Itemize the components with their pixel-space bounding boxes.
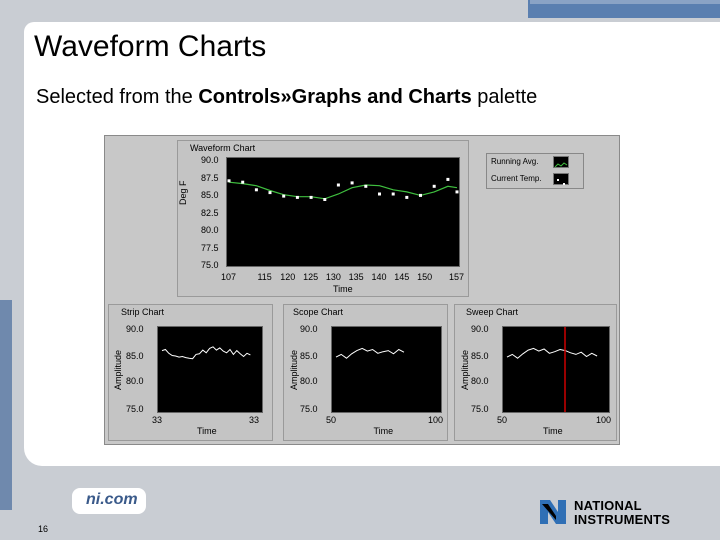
current-temp-point xyxy=(378,193,381,196)
sweep-chart-y-tick: 85.0 xyxy=(471,351,489,361)
current-temp-point xyxy=(446,178,449,181)
sweep-chart-x-tick: 100 xyxy=(596,415,612,425)
strip-chart-y-tick: 75.0 xyxy=(126,404,144,414)
current-temp-point xyxy=(282,195,285,198)
waveform-y-tick: 82.5 xyxy=(201,207,219,218)
scope-chart-label: Scope Chart xyxy=(293,307,344,317)
current-temp-point xyxy=(296,196,299,199)
subtitle-palette-path: Controls»Graphs and Charts xyxy=(198,86,472,108)
logo-national: NATIONAL xyxy=(574,498,642,513)
waveform-x-tick: 130 xyxy=(325,272,341,282)
ni-eagle-mark-icon xyxy=(538,496,568,528)
national-instruments-logo xyxy=(534,492,684,532)
current-temp-point xyxy=(337,184,340,187)
sweep-chart-plot xyxy=(502,326,610,413)
current-temp-point xyxy=(241,181,244,184)
waveform-x-tick: 125 xyxy=(303,272,319,282)
scope-chart-x-tick: 50 xyxy=(326,415,337,425)
waveform-chart-label: Waveform Chart xyxy=(190,143,256,153)
chart-trace xyxy=(162,347,250,359)
strip-chart-x-axis-title: Time xyxy=(197,426,217,436)
waveform-x-tick: 107 xyxy=(221,272,237,282)
ni-com-link[interactable] xyxy=(70,486,148,516)
waveform-y-tick: 90.0 xyxy=(201,155,219,165)
subtitle-prefix: Selected from the xyxy=(36,86,199,108)
running-avg-line xyxy=(229,182,457,199)
header-accent-stripe xyxy=(530,0,720,4)
scope-chart-x-axis-title: Time xyxy=(373,426,394,436)
current-temp-point xyxy=(255,188,258,191)
strip-chart-y-axis-title: Amplitude xyxy=(113,349,123,390)
legend-current-temp-swatch xyxy=(553,173,569,185)
waveform-x-tick: 120 xyxy=(280,272,296,282)
waveform-x-tick: 140 xyxy=(371,272,387,282)
waveform-chart-svg xyxy=(227,158,459,266)
current-temp-point xyxy=(456,190,459,193)
sweep-chart-y-tick: 80.0 xyxy=(471,376,489,386)
legend-current-temp: Current Temp. xyxy=(491,174,542,183)
sweep-chart-y-axis-title: Amplitude xyxy=(460,349,470,390)
sweep-chart-y-tick: 75.0 xyxy=(471,404,489,414)
strip-chart-y-tick: 80.0 xyxy=(126,376,144,386)
waveform-y-tick: 77.5 xyxy=(201,242,219,253)
sweep-chart-svg xyxy=(503,327,609,412)
strip-chart-y-tick: 85.0 xyxy=(126,351,144,361)
slide-title: Waveform Charts xyxy=(34,30,267,63)
waveform-x-tick: 115 xyxy=(257,272,272,282)
slide-subtitle xyxy=(36,86,537,109)
ni-com-link-text[interactable]: ni.com xyxy=(86,491,138,508)
legend-running-avg-swatch xyxy=(553,156,569,168)
strip-chart-x-tick: 33 xyxy=(152,415,163,425)
current-temp-point xyxy=(310,196,313,199)
strip-chart-plot xyxy=(157,326,263,413)
scope-chart-y-tick: 75.0 xyxy=(300,404,318,414)
current-temp-point xyxy=(269,191,272,194)
scope-chart-y-tick: 85.0 xyxy=(300,351,318,361)
waveform-x-tick: 150 xyxy=(417,272,433,282)
sweep-chart-x-axis-title: Time xyxy=(543,426,563,436)
waveform-x-tick: 157 xyxy=(449,272,465,282)
waveform-x-tick: 135 xyxy=(348,272,364,282)
current-temp-point xyxy=(351,181,354,184)
scope-chart-x-tick: 100 xyxy=(428,415,444,425)
waveform-chart-plot xyxy=(226,157,460,267)
waveform-x-tick: 145 xyxy=(394,272,410,282)
strip-chart-x-tick: 33 xyxy=(249,415,260,425)
current-temp-point xyxy=(228,179,231,182)
waveform-y-tick: 75.0 xyxy=(201,260,219,270)
scope-chart-y-axis-title: Amplitude xyxy=(289,349,299,390)
waveform-legend[interactable] xyxy=(486,153,584,189)
page-number: 16 xyxy=(38,524,49,534)
scope-chart-y-tick: 80.0 xyxy=(300,376,318,386)
current-temp-point xyxy=(433,185,436,188)
waveform-x-axis-title: Time xyxy=(333,284,353,294)
sweep-chart-y-tick: 90.0 xyxy=(471,324,489,334)
chart-trace xyxy=(336,348,404,358)
sweep-chart-label: Sweep Chart xyxy=(466,307,519,317)
waveform-y-axis-title: Deg F xyxy=(178,180,188,205)
waveform-y-tick: 87.5 xyxy=(201,172,219,183)
current-temp-point xyxy=(323,198,326,201)
strip-chart-label: Strip Chart xyxy=(121,307,165,317)
scope-chart-plot xyxy=(331,326,442,413)
strip-chart-svg xyxy=(158,327,262,412)
strip-chart-y-tick: 90.0 xyxy=(126,324,144,334)
current-temp-point xyxy=(392,193,395,196)
current-temp-point xyxy=(405,196,408,199)
subtitle-suffix: palette xyxy=(471,86,538,108)
chart-trace xyxy=(507,348,597,358)
sweep-chart-x-tick: 50 xyxy=(497,415,508,425)
legend-running-avg: Running Avg. xyxy=(491,157,539,166)
scope-chart-svg xyxy=(332,327,441,412)
scope-chart-y-tick: 90.0 xyxy=(300,324,318,334)
logo-instruments: INSTRUMENTS xyxy=(574,512,671,527)
current-temp-point xyxy=(419,194,422,197)
left-accent-band xyxy=(0,300,12,510)
current-temp-point xyxy=(364,185,367,188)
waveform-y-tick: 80.0 xyxy=(201,225,219,235)
waveform-y-tick: 85.0 xyxy=(201,190,219,200)
